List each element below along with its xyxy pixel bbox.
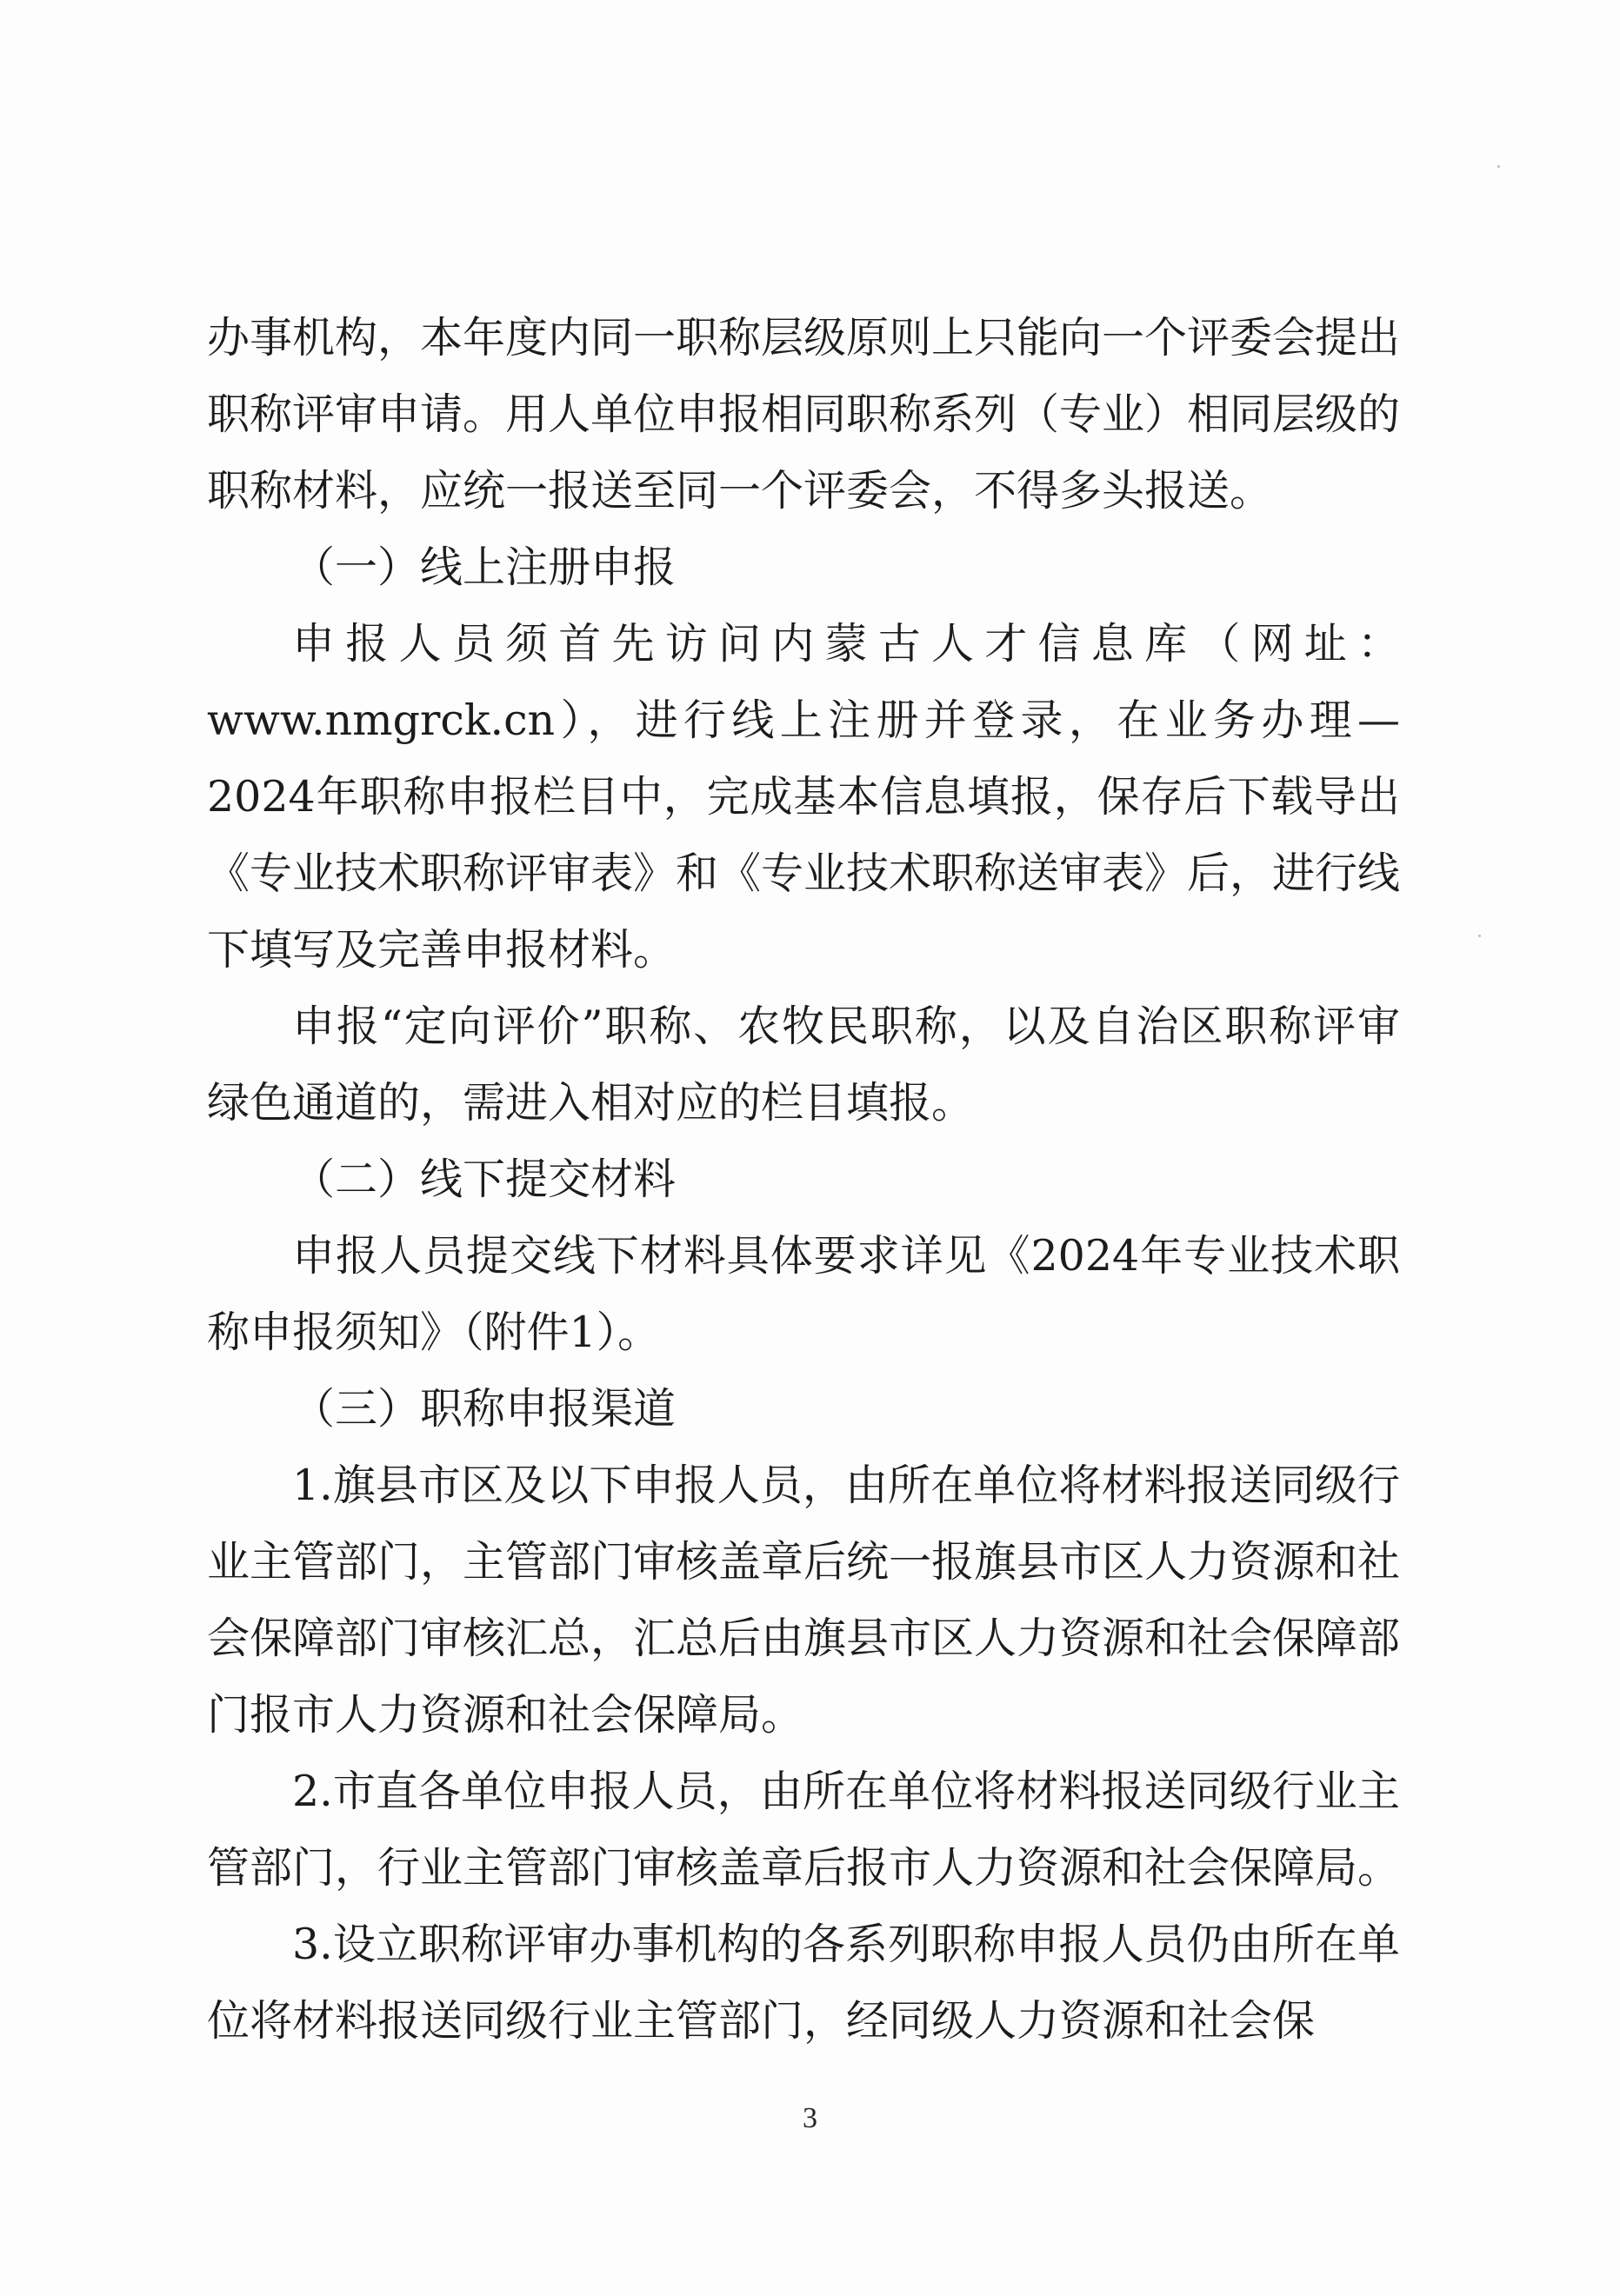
list-item-channel-1: 1.旗县市区及以下申报人员，由所在单位将材料报送同级行业主管部门，主管部门审核盖章后统一报旗县市区人力资源和社会保障部门审核汇总，汇总后由旗县市区人力资源和社会保障部门报市人力资源和社会保障局。	[207, 1461, 1401, 1740]
list-item-channel-2: 2.市直各单位申报人员，由所在单位将材料报送同级行业主管部门，行业主管部门审核盖章后报市人力资源和社会保障局。	[207, 1767, 1401, 1893]
scan-speck	[1478, 935, 1481, 937]
scan-speck	[1497, 165, 1500, 168]
paragraph-online-registration: 申报人员须首先访问内蒙古人才信息库（网址：www.nmgrck.cn），进行线上注册并登录，在业务办理—2024年职称申报栏目中，完成基本信息填报，保存后下载导出《专业技术职称评审表》和《专业技术职称送审表》后，进行线下填写及完善申报材料。	[207, 619, 1401, 975]
paragraph-continuation: 办事机构，本年度内同一职称层级原则上只能向一个评委会提出职称评审申请。用人单位申报相同职称系列（专业）相同层级的职称材料，应统一报送至同一个评委会，不得多头报送。	[207, 313, 1401, 516]
paragraph-special-channels: 申报“定向评价”职称、农牧民职称，以及自治区职称评审绿色通道的，需进入相对应的栏目填报。	[207, 1002, 1400, 1128]
section-heading-offline-submission: （二）线下提交材料	[292, 1155, 677, 1204]
list-item-channel-3: 3.设立职称评审办事机构的各系列职称申报人员仍由所在单位将材料报送同级行业主管部门，经同级人力资源和社会保	[207, 1920, 1400, 2046]
paragraph-offline-submission: 申报人员提交线下材料具体要求详见《2024年专业技术职称申报须知》（附件1）。	[207, 1231, 1400, 1357]
section-heading-online-registration: （一）线上注册申报	[292, 542, 677, 592]
page-number: 3	[803, 2102, 817, 2134]
document-body	[207, 300, 1400, 2060]
section-heading-application-channels: （三）职称申报渠道	[292, 1384, 677, 1434]
